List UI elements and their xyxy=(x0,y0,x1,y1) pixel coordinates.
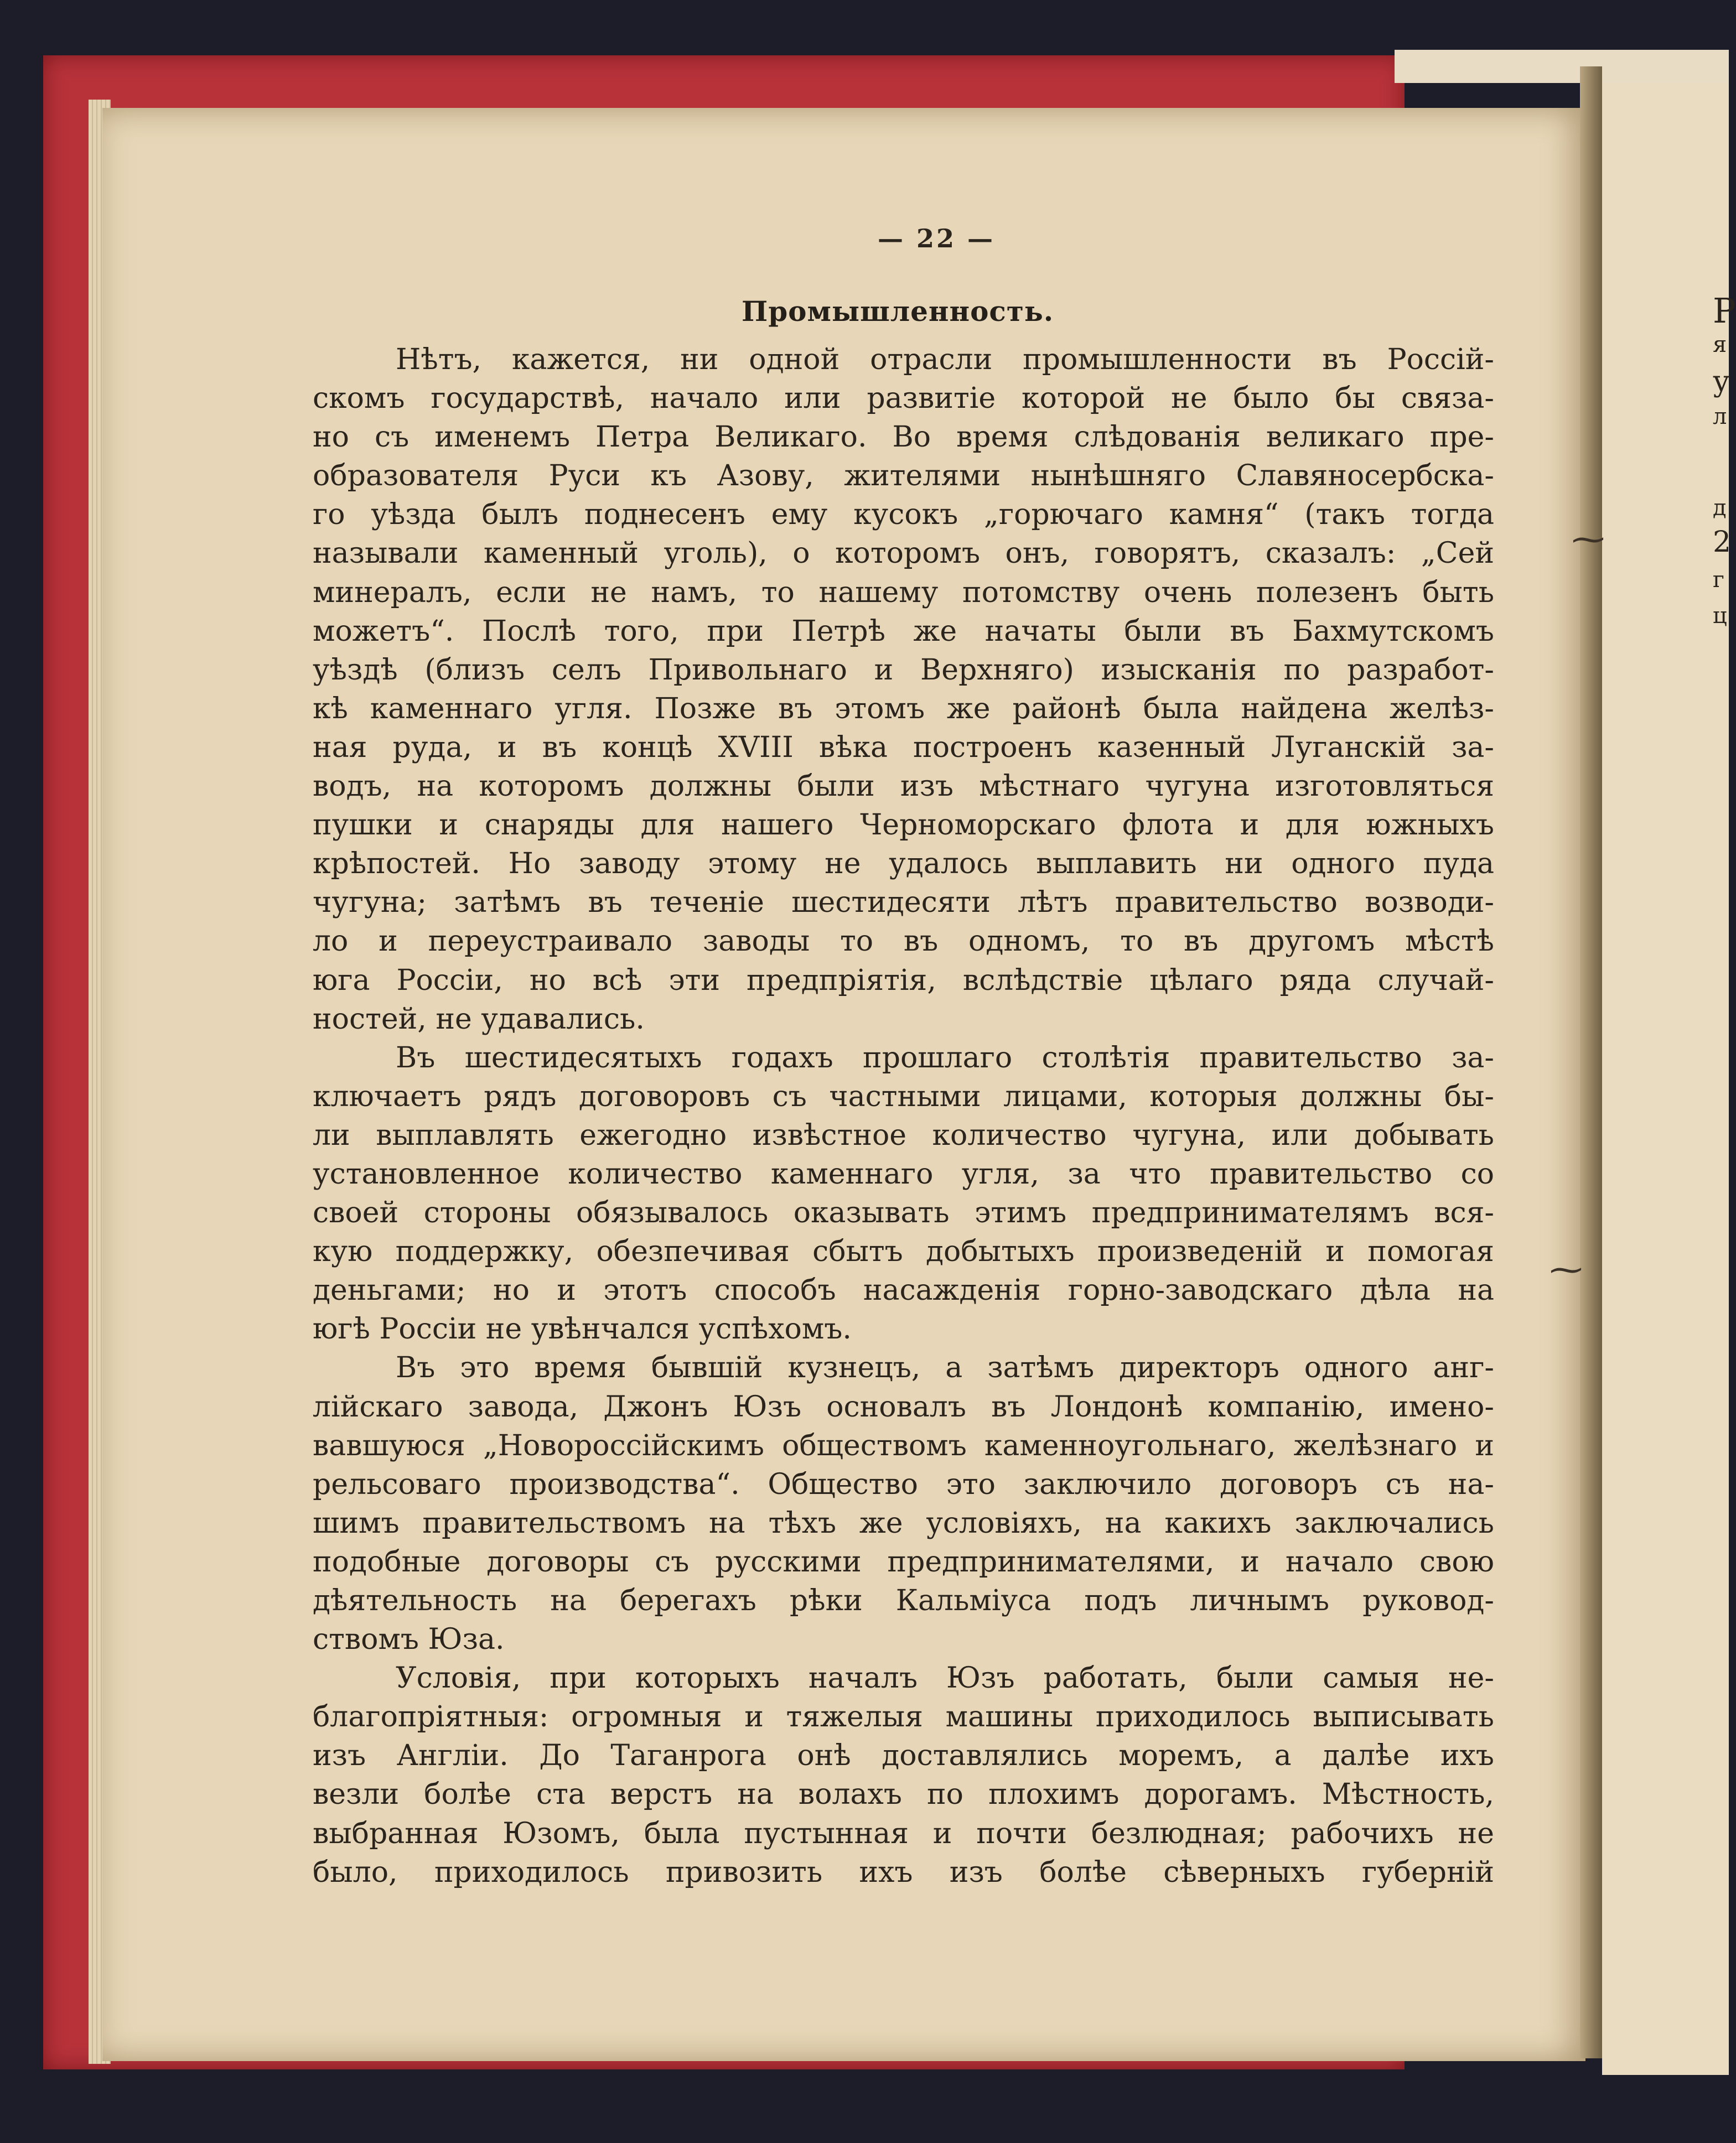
facing-page-char: 2 xyxy=(1713,526,1732,559)
text-line: можетъ“. Послѣ того, при Петрѣ же начаты были въ Бахмутскомъ xyxy=(313,614,1494,648)
text-line: ная руда, и въ концѣ XVIII вѣка построенъ казенный Луганскій за- xyxy=(313,730,1494,764)
facing-page-char: л xyxy=(1713,404,1727,429)
facing-page-char: г xyxy=(1713,567,1724,593)
section-heading: Промышленность. xyxy=(742,295,1054,328)
text-line: но съ именемъ Петра Великаго. Во время слѣдованія великаго пре- xyxy=(313,421,1494,454)
text-line: кую поддержку, обезпечивая сбытъ добытыхъ произведеній и помогая xyxy=(313,1235,1494,1269)
page-number: — 22 — xyxy=(877,224,996,253)
text-line: го уѣзда былъ поднесенъ ему кусокъ „горючаго камня“ (такъ тогда xyxy=(313,498,1494,532)
text-line: уѣздѣ (близъ селъ Привольнаго и Верхняго) изысканія по разработ- xyxy=(313,653,1494,687)
text-line: рельсоваго производства“. Общество это заключило договоръ съ на- xyxy=(313,1467,1494,1501)
text-line: ностей, не удавались. xyxy=(313,1002,645,1036)
book-gutter xyxy=(1580,66,1602,2058)
text-line: дѣятельность на берегахъ рѣки Кальміуса подъ личнымъ руковод- xyxy=(313,1584,1494,1617)
text-line: выбранная Юзомъ, была пустынная и почти безлюдная; рабочихъ не xyxy=(313,1817,1494,1850)
facing-page-char: я xyxy=(1713,332,1727,357)
text-line: Въ шестидесятыхъ годахъ прошлаго столѣтія правительство за- xyxy=(396,1041,1494,1075)
facing-page-char: у xyxy=(1713,365,1730,398)
text-line: везли болѣе ста верстъ на волахъ по плохимъ дорогамъ. Мѣстность, xyxy=(313,1778,1494,1812)
text-line: пушки и снаряды для нашего Черноморскаго флота и для южныхъ xyxy=(313,808,1494,842)
text-line: называли каменный уголь), о которомъ онъ, говорятъ, сказалъ: „Сей xyxy=(313,537,1494,570)
text-line: Условія, при которыхъ началъ Юзъ работать, были самыя не- xyxy=(396,1662,1494,1695)
text-line: ли выплавлять ежегодно извѣстное количество чугуна, или добывать xyxy=(313,1118,1494,1152)
text-line: изъ Англіи. До Таганрога онѣ доставлялись моремъ, а далѣе ихъ xyxy=(313,1739,1494,1773)
text-line: деньгами; но и этотъ способъ насажденія горно-заводскаго дѣла на xyxy=(313,1274,1494,1307)
text-line: вавшуюся „Новороссійскимъ обществомъ каменноугольнаго, желѣзнаго и xyxy=(313,1429,1494,1462)
text-line: установленное количество каменнаго угля, за что правительство со xyxy=(313,1157,1494,1191)
text-line: подобные договоры съ русскими предпринимателями, и начало свою xyxy=(313,1545,1494,1579)
page-tear-mark: ⁓ xyxy=(1550,1250,1583,1289)
text-line: крѣпостей. Но заводу этому не удалось выплавить ни одного пуда xyxy=(313,847,1494,881)
text-line: своей стороны обязывалось оказывать этимъ предпринимателямъ вся- xyxy=(313,1196,1494,1230)
book-top-edge xyxy=(1395,50,1729,83)
text-line: образователя Руси къ Азову, жителями нынѣшняго Славяносербска- xyxy=(313,459,1494,493)
text-line: благопріятныя: огромныя и тяжелыя машины приходилось выписывать xyxy=(313,1700,1494,1734)
text-line: юга Россіи, но всѣ эти предпріятія, вслѣдствіе цѣлаго ряда случай- xyxy=(313,963,1494,997)
text-line: было, приходилось привозить ихъ изъ болѣе сѣверныхъ губерній xyxy=(313,1855,1494,1889)
text-line: лійскаго завода, Джонъ Юзъ основалъ въ Лондонѣ компанію, имено- xyxy=(313,1390,1494,1424)
page-tear-mark: ⁓ xyxy=(1572,520,1605,559)
text-line: ло и переустраивало заводы то въ одномъ, то въ другомъ мѣстѣ xyxy=(313,925,1494,958)
text-line: минералъ, если не намъ, то нашему потомству очень полезенъ быть xyxy=(313,575,1494,609)
text-line: ствомъ Юза. xyxy=(313,1623,505,1657)
facing-page-char: ц xyxy=(1713,603,1727,629)
body-text xyxy=(313,340,1494,1892)
text-line: Нѣтъ, кажется, ни одной отрасли промышленности въ Россій- xyxy=(396,343,1494,376)
text-line: кѣ каменнаго угля. Позже въ этомъ же районѣ была найдена желѣз- xyxy=(313,692,1494,725)
text-line: скомъ государствѣ, начало или развитіе которой не было бы связа- xyxy=(313,382,1494,416)
text-line: шимъ правительствомъ на тѣхъ же условіяхъ, на какихъ заключались xyxy=(313,1506,1494,1540)
text-line: чугуна; затѣмъ въ теченіе шестидесяти лѣтъ правительство возводи- xyxy=(313,886,1494,920)
text-line: югѣ Россіи не увѣнчался успѣхомъ. xyxy=(313,1312,852,1346)
facing-page-char: д xyxy=(1713,495,1727,521)
facing-page-fragment xyxy=(1602,83,1736,2075)
facing-page-char: Р xyxy=(1713,290,1736,331)
text-line: ключаетъ рядъ договоровъ съ частными лицами, которыя должны бы- xyxy=(313,1080,1494,1113)
text-line: Въ это время бывшій кузнецъ, а затѣмъ директоръ одного анг- xyxy=(396,1351,1494,1385)
text-line: водъ, на которомъ должны были изъ мѣстнаго чугуна изготовляться xyxy=(313,770,1494,803)
